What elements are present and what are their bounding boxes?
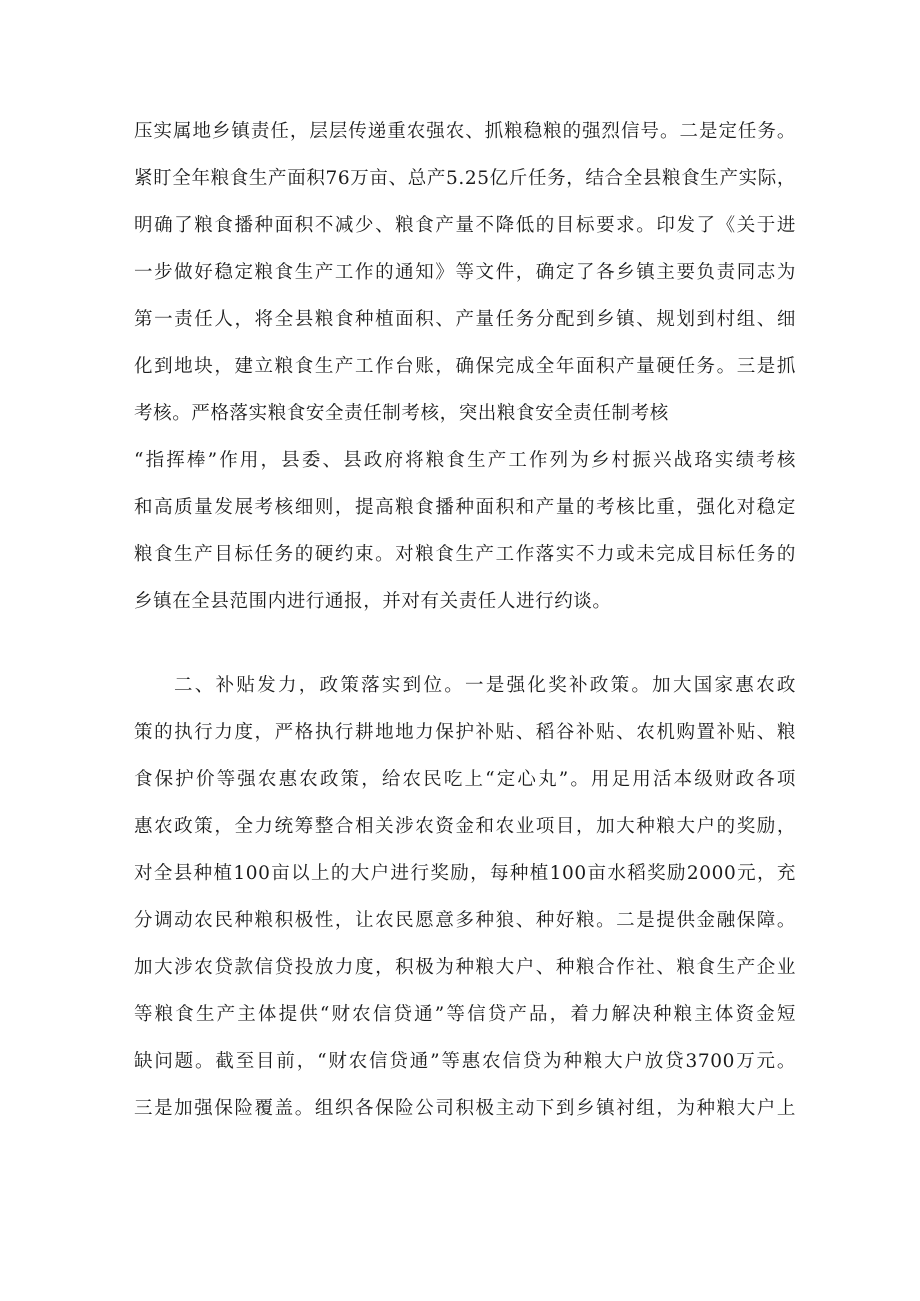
paragraph-line: 缺问题。截至目前，“财农信贷通”等惠农信贷为种粮大户放贷3700万元。 bbox=[134, 1051, 796, 1072]
paragraph-line: 考核。严格落实粮食安全责任制考核，突出粮食安全责任制考核 bbox=[134, 403, 669, 424]
paragraph-line: 粮食生产目标任务的硬约束。对粮食生产工作落实不力或未完成目标任务的 bbox=[134, 544, 796, 565]
paragraph-line: 食保护价等强农惠农政策，给农民吃上“定心丸”。用足用活本级财政各项 bbox=[134, 769, 796, 790]
paragraph-line: 分调动农民种粮积极性，让农民愿意多种狼、种好粮。二是提供金融保障。 bbox=[134, 910, 796, 931]
paragraph-line: 压实属地乡镇责任，层层传递重农强农、抓粮稳粮的强烈信号。二是定任务。 bbox=[134, 121, 796, 142]
paragraph-line: 紧盯全年粮食生产面积76万亩、总产5.25亿斤任务，结合全县粮食生产实际， bbox=[134, 168, 796, 189]
paragraph-line: 乡镇在全县范围内进行通报，并对有关责任人进行约谈。 bbox=[134, 591, 612, 612]
paragraph-line: 等粮食生产主体提供“财农信贷通”等信贷产品，着力解决种粮主体资金短 bbox=[134, 1004, 796, 1025]
paragraph-line: 和高质量发展考核细则，提高粮食播种面积和产量的考核比重，强化对稳定 bbox=[134, 497, 796, 518]
paragraph-line: 惠农政策，全力统筹整合相关涉农资金和农业项目，加大种粮大户的奖励， bbox=[134, 816, 796, 837]
paragraph-line: 化到地块，建立粮食生产工作台账，确保完成全年面积产量硬任务。三是抓 bbox=[134, 356, 796, 377]
paragraph-line: 三是加强保险覆盖。组织各保险公司积极主动下到乡镇衬组，为种粮大户上 bbox=[134, 1098, 796, 1119]
paragraph-line: 一步做好稳定粮食生产工作的通知》等文件，确定了各乡镇主要负责同志为 bbox=[134, 262, 796, 283]
paragraph-line: 对全县种植100亩以上的大户进行奖励，每种植100亩水稻奖励2000元，充 bbox=[134, 863, 796, 884]
paragraph-line: 第一责任人，将全县粮食种植面积、产量任务分配到乡镇、规划到村组、细 bbox=[134, 309, 796, 330]
paragraph-line: 加大涉农贷款信贷投放力度，积极为种粮大户、种粮合作社、粮食生产企业 bbox=[134, 957, 796, 978]
paragraph-line: 策的执行力度，严格执行耕地地力保护补贴、稻谷补贴、农机购置补贴、粮 bbox=[134, 722, 796, 743]
paragraph-line: “指挥棒”作用，县委、县政府将粮食生产工作列为乡村振兴战珞实绩考核 bbox=[134, 450, 796, 471]
paragraph-line: 二、补贴发力，政策落实到位。一是强化奖补政策。加大国家惠农政 bbox=[174, 675, 796, 696]
paragraph-line: 明确了粮食播种面积不减少、粮食产量不降低的目标要求。印发了《关于进 bbox=[134, 215, 796, 236]
